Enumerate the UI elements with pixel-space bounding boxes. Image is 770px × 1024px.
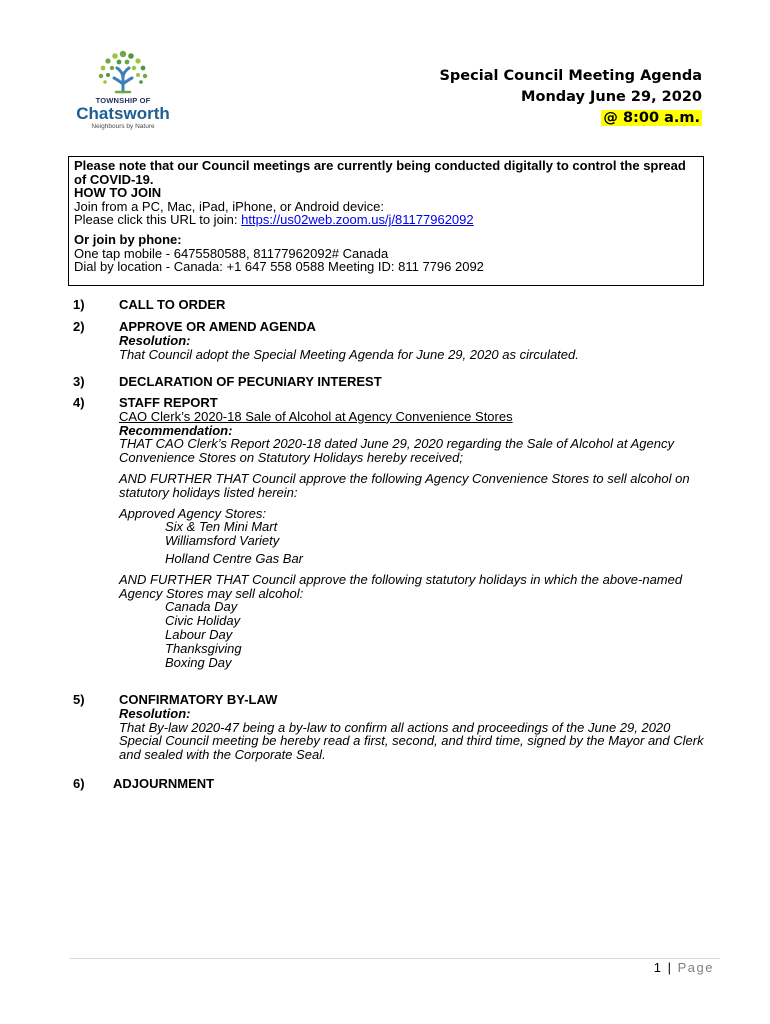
- recommendation-paragraph-2: AND FURTHER THAT Council approve the following Agency Convenience Stores to sell alcohol on statutory holidays listed herein:: [119, 470, 690, 500]
- holiday-item: Labour Day: [165, 626, 233, 642]
- meeting-date: Monday June 29, 2020: [521, 89, 702, 105]
- holiday-item: Civic Holiday: [165, 613, 241, 629]
- page-number: 1: [653, 960, 663, 975]
- join-device-text: Join from a PC, Mac, iPad, iPhone, or Android device:: [74, 198, 384, 214]
- store-item: Six & Ten Mini Mart: [165, 519, 278, 535]
- one-tap-mobile: One tap mobile - 6475580588, 81177962092# Canada: [74, 245, 389, 261]
- resolution-text: That Council adopt the Special Meeting Agenda for June 29, 2020 as circulated.: [119, 346, 579, 362]
- item-title: CALL TO ORDER: [119, 297, 226, 312]
- holiday-item: Canada Day: [165, 599, 238, 615]
- store-item: Holland Centre Gas Bar: [165, 550, 304, 566]
- join-url-prefix: Please click this URL to join:: [74, 212, 242, 228]
- dial-by-location: Dial by location - Canada: +1 647 558 0588 Meeting ID: 811 7796 2092: [74, 259, 484, 275]
- item-number: 2): [73, 319, 85, 334]
- township-logo: [68, 48, 178, 134]
- resolution-label: Resolution:: [119, 705, 191, 721]
- join-by-phone-heading: Or join by phone:: [74, 231, 182, 247]
- resolution-label: Resolution:: [119, 332, 191, 348]
- holiday-item: Boxing Day: [165, 654, 232, 670]
- tree-logo-icon: [90, 48, 156, 96]
- item-number: 5): [73, 692, 85, 707]
- recommendation-paragraph-1: THAT CAO Clerk’s Report 2020-18 dated June 29, 2020 regarding the Sale of Alcohol at Agency Convenience Stores on Statutory Holidays hereby received;: [119, 436, 674, 466]
- holiday-item: Thanksgiving: [165, 640, 242, 656]
- item-title: ADJOURNMENT: [113, 776, 215, 791]
- page-word: Page: [677, 960, 714, 975]
- page-footer: [654, 960, 714, 975]
- item-number: 3): [73, 374, 85, 389]
- item-title: CONFIRMATORY BY-LAW: [119, 692, 278, 707]
- item-title: STAFF REPORT: [119, 395, 218, 410]
- how-to-join-heading: HOW TO JOIN: [74, 185, 162, 201]
- zoom-link[interactable]: https://us02web.zoom.us/j/81177962092: [241, 212, 474, 228]
- logo-township-label: TOWNSHIP OF: [95, 96, 151, 105]
- resolution-text: That By-law 2020-47 being a by-law to confirm all actions and proceedings of the June 29, 2020 Special Council meeting be hereby read a first, second, and third time, signed by the Mayor and Clerk and sealed with the Corporate Seal.: [119, 719, 704, 763]
- approved-stores-label: Approved Agency Stores:: [119, 505, 266, 521]
- agenda-header: [439, 66, 702, 129]
- logo-name: Chatsworth: [76, 104, 170, 123]
- notice-intro: Please note that our Council meetings are currently being conducted digitally to control the spread of COVID-19.: [74, 158, 686, 187]
- recommendation-paragraph-3: AND FURTHER THAT Council approve the following statutory holidays in which the above-named Agency Stores may sell alcohol:: [119, 571, 683, 601]
- agenda-title: Special Council Meeting Agenda: [439, 68, 702, 84]
- join-url-line: [74, 213, 698, 227]
- store-item: Williamsford Variety: [165, 533, 280, 549]
- item-number: 6): [73, 776, 85, 791]
- item-number: 1): [73, 297, 85, 312]
- footer-divider: [70, 958, 720, 959]
- page-separator: |: [667, 960, 673, 975]
- item-number: 4): [73, 395, 85, 410]
- meeting-time: @ 8:00 a.m.: [603, 110, 700, 126]
- logo-tagline: Neighbours by Nature: [91, 123, 155, 130]
- report-title: CAO Clerk’s 2020-18 Sale of Alcohol at Agency Convenience Stores: [119, 408, 513, 424]
- covid-notice-box: [68, 156, 704, 286]
- item-title: APPROVE OR AMEND AGENDA: [119, 319, 316, 334]
- item-title: DECLARATION OF PECUNIARY INTEREST: [119, 374, 382, 389]
- recommendation-label: Recommendation:: [119, 422, 233, 438]
